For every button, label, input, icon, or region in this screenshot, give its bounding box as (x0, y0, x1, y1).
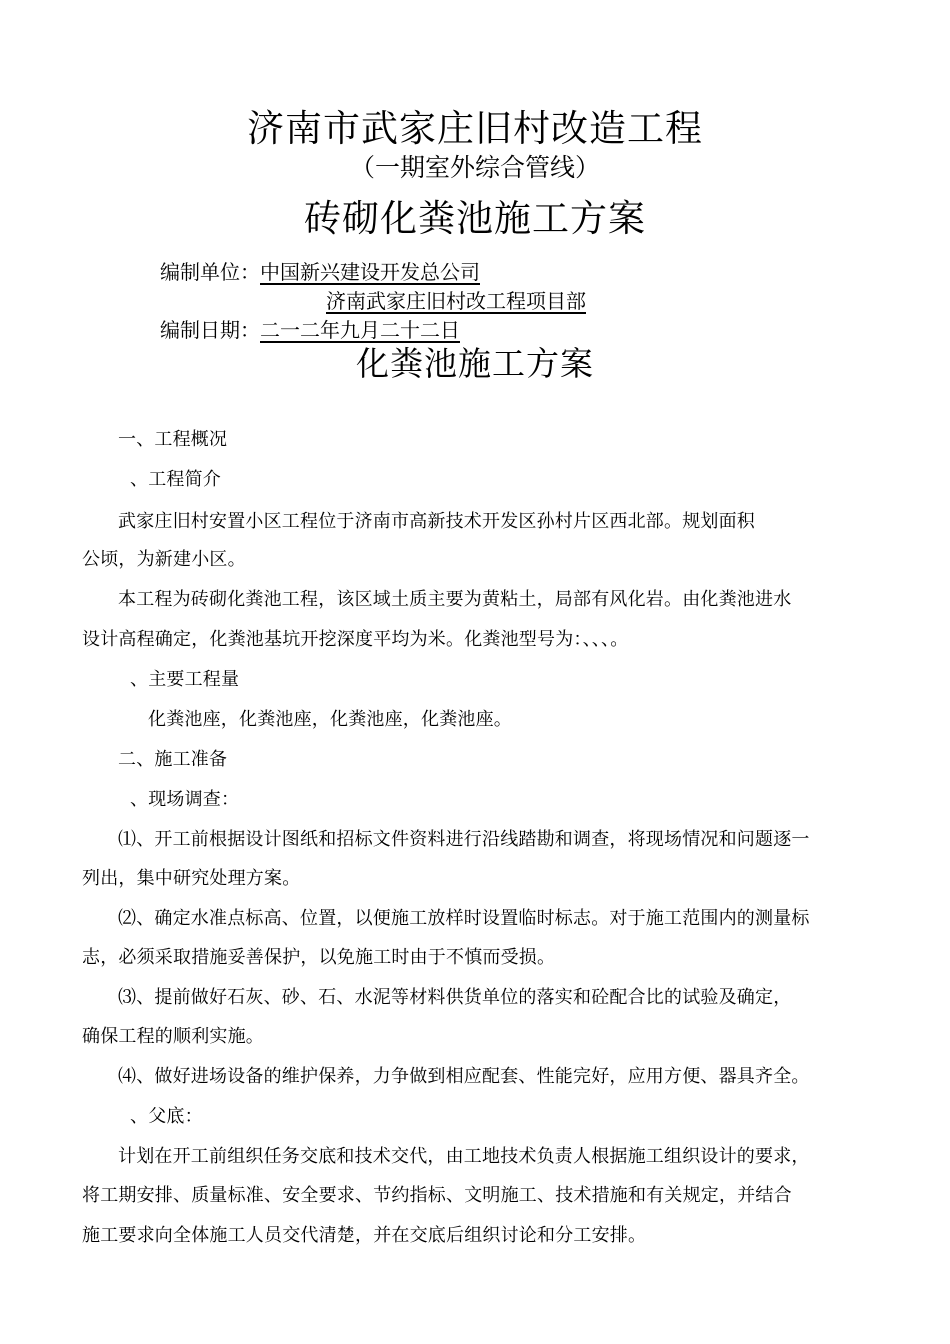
section-heading: 一、工程概况 (118, 429, 228, 450)
paragraph-line: ⑴、开工前根据设计图纸和招标文件资料进行沿线踏勘和调查，将现场情况和问题逐一 (118, 829, 810, 850)
paragraph-line: ⑷、做好进场设备的维护保养，力争做到相应配套、性能完好，应用方便、器具齐全。 (118, 1066, 810, 1087)
date-value: 二一二年九月二十二日 (260, 318, 460, 342)
paragraph-line: ⑵、确定水准点标高、位置，以便施工放样时设置临时标志。对于施工范围内的测量标 (118, 908, 810, 929)
paragraph-line: 将工期安排、质量标准、安全要求、节约指标、文明施工、技术措施和有关规定，并结合 (82, 1185, 792, 1206)
paragraph-line: 武家庄旧村安置小区工程位于济南市高新技术开发区孙村片区西北部。规划面积 (118, 511, 755, 532)
paragraph-line: 志，必须采取措施妥善保护，以免施工时由于不慎而受损。 (82, 947, 556, 968)
paragraph-line: 化粪池座，化粪池座，化粪池座，化粪池座。 (148, 709, 512, 730)
project-subtitle: （一期室外综合管线） (349, 153, 600, 182)
paragraph-line: 公顷，为新建小区。 (82, 549, 246, 570)
paragraph-line: 本工程为砖砌化粪池工程，该区域土质主要为黄粘土，局部有风化岩。由化粪池进水 (118, 589, 792, 610)
project-title: 济南市武家庄旧村改造工程 (247, 107, 703, 150)
paragraph-line: 计划在开工前组织任务交底和技术交代，由工地技术负责人根据施工组织设计的要求， (118, 1146, 810, 1167)
paragraph-line: 确保工程的顺利实施。 (82, 1026, 264, 1047)
date-label: 编制日期： (160, 318, 260, 342)
subsection-heading: 、工程简介 (130, 469, 221, 490)
unit-name: 中国新兴建设开发总公司 (260, 260, 480, 284)
subsection-heading: 、父底： (130, 1106, 203, 1127)
paragraph-line: ⑶、提前做好石灰、砂、石、水泥等材料供货单位的落实和砼配合比的试验及确定， (118, 987, 792, 1008)
unit-label: 编制单位： (160, 260, 260, 284)
subsection-heading: 、主要工程量 (130, 669, 240, 690)
paragraph-line: 施工要求向全体施工人员交代清楚，并在交底后组织讨论和分工安排。 (82, 1225, 647, 1246)
unit-dept: 济南武家庄旧村改工程项目部 (326, 289, 586, 313)
paragraph-line: 设计高程确定，化粪池基坑开挖深度平均为米。化粪池型号为：、、、。 (82, 629, 629, 650)
body-heading: 化粪池施工方案 (356, 344, 594, 383)
unit-row (160, 256, 480, 285)
subsection-heading: 、现场调查： (130, 789, 240, 810)
document-title: 砖砌化粪池施工方案 (304, 197, 646, 240)
section-heading: 二、施工准备 (118, 749, 228, 770)
paragraph-line: 列出，集中研究处理方案。 (82, 868, 301, 889)
